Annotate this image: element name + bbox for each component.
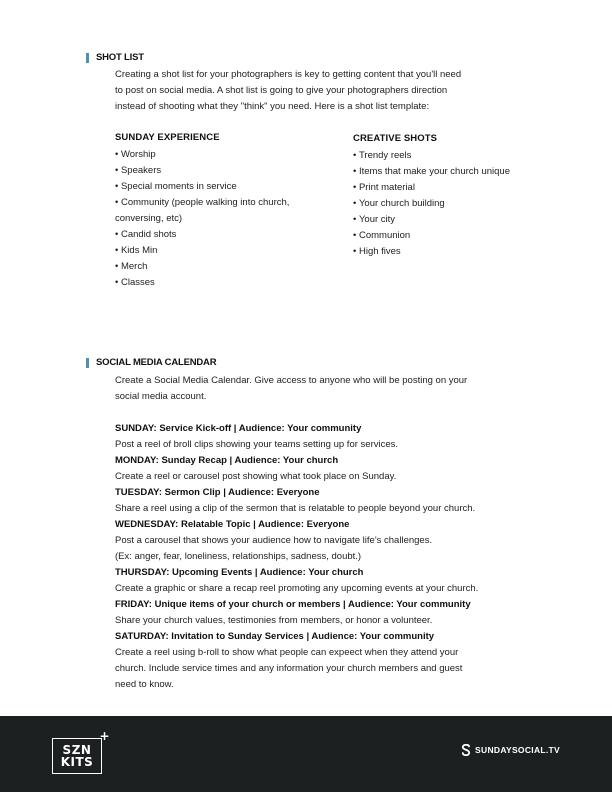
- intro-line: Creating a shot list for your photographers is key to getting content that you'll need: [115, 69, 462, 80]
- list-item: • Your church building: [353, 196, 543, 212]
- list-item: • Merch: [115, 259, 305, 275]
- calendar-entry-title: MONDAY: Sunday Recap | Audience: Your church: [115, 455, 339, 466]
- list-item: • Candid shots: [115, 227, 305, 243]
- section-accent-bar: [86, 53, 89, 63]
- social-calendar-title: SOCIAL MEDIA CALENDAR: [96, 357, 217, 368]
- calendar-entry-monday: [115, 453, 555, 485]
- shot-list-heading: [86, 52, 144, 63]
- calendar-entry-desc: Post a reel of broll clips showing your teams setting up for services.: [115, 439, 399, 450]
- calendar-entry-title: SATURDAY: Invitation to Sunday Services | Audience: Your community: [115, 631, 435, 642]
- calendar-entry-desc: Create a reel using b-roll to show what people can expeect when they attend your: [115, 647, 459, 658]
- intro-line: social media account.: [115, 391, 207, 402]
- list-item: • Trendy reels: [353, 148, 543, 164]
- list-item: • Kids Min: [115, 243, 305, 259]
- calendar-entry-title: THURSDAY: Upcoming Events | Audience: Your church: [115, 567, 364, 578]
- calendar-entry-saturday: [115, 629, 555, 693]
- calendar-entry-desc: church. Include service times and any information your church members and guest: [115, 663, 463, 674]
- calendar-entry-tuesday: [115, 485, 555, 517]
- calendar-entry-desc: Share your church values, testimonies from members, or honor a volunteer.: [115, 615, 433, 626]
- list-item: • Classes: [115, 275, 305, 291]
- creative-shots-column: [353, 131, 543, 260]
- section-accent-bar: [86, 358, 89, 368]
- calendar-entry-title: TUESDAY: Sermon Clip | Audience: Everyone: [115, 487, 320, 498]
- calendar-entry-sunday: [115, 421, 555, 453]
- intro-line: instead of shooting what they "think" you need. Here is a shot list template:: [115, 101, 430, 112]
- sunday-experience-heading: SUNDAY EXPERIENCE: [115, 132, 220, 143]
- social-calendar-intro: [115, 373, 545, 405]
- sunday-experience-column: [115, 130, 305, 291]
- calendar-entry-friday: [115, 597, 555, 629]
- shot-list-intro: [115, 67, 545, 115]
- calendar-entry-desc: Post a carousel that shows your audience how to navigate life's challenges.: [115, 535, 433, 546]
- calendar-entries: [115, 421, 555, 693]
- calendar-entry-wednesday: [115, 517, 555, 565]
- sunday-social-logo-icon: [461, 744, 471, 756]
- calendar-entry-desc: Share a reel using a clip of the sermon that is relatable to people beyond your church.: [115, 503, 476, 514]
- list-item: • Your city: [353, 212, 543, 228]
- logo-line-1: SZN: [62, 743, 92, 757]
- logo-plus-icon: +: [99, 729, 110, 743]
- creative-shots-heading: CREATIVE SHOTS: [353, 133, 438, 144]
- creative-shots-list: [353, 148, 543, 260]
- list-item: • Speakers: [115, 163, 305, 179]
- szn-kits-logo: [52, 729, 110, 774]
- intro-line: Create a Social Media Calendar. Give access to anyone who will be posting on your: [115, 375, 468, 386]
- list-item: • Community (people walking into church, conversing, etc): [115, 195, 295, 227]
- list-item: • Print material: [353, 180, 543, 196]
- intro-line: to post on social media. A shot list is going to give your photographers direction: [115, 85, 448, 96]
- calendar-entry-desc: (Ex: anger, fear, loneliness, relationships, sadness, doubt.): [115, 551, 362, 562]
- calendar-entry-desc: Create a reel or carousel post showing what took place on Sunday.: [115, 471, 397, 482]
- logo-line-2: KITS: [60, 755, 94, 769]
- site-url: SUNDAYSOCIAL.TV: [475, 745, 560, 755]
- sunday-experience-list: [115, 147, 305, 291]
- calendar-entry-thursday: [115, 565, 555, 597]
- site-link[interactable]: [461, 744, 560, 756]
- calendar-entry-title: WEDNESDAY: Relatable Topic | Audience: Everyone: [115, 519, 350, 530]
- list-item: • Items that make your church unique: [353, 164, 513, 180]
- shot-list-title: SHOT LIST: [96, 52, 144, 63]
- list-item: • Communion: [353, 228, 543, 244]
- list-item: • Worship: [115, 147, 305, 163]
- calendar-entry-title: SUNDAY: Service Kick-off | Audience: Your community: [115, 423, 362, 434]
- list-item: • High fives: [353, 244, 543, 260]
- calendar-entry-title: FRIDAY: Unique items of your church or members | Audience: Your community: [115, 599, 471, 610]
- social-calendar-heading: [86, 357, 216, 368]
- footer: [0, 716, 612, 792]
- list-item: • Special moments in service: [115, 179, 305, 195]
- calendar-entry-desc: Create a graphic or share a recap reel promoting any upcoming events at your church.: [115, 583, 479, 594]
- calendar-entry-desc: need to know.: [115, 679, 174, 690]
